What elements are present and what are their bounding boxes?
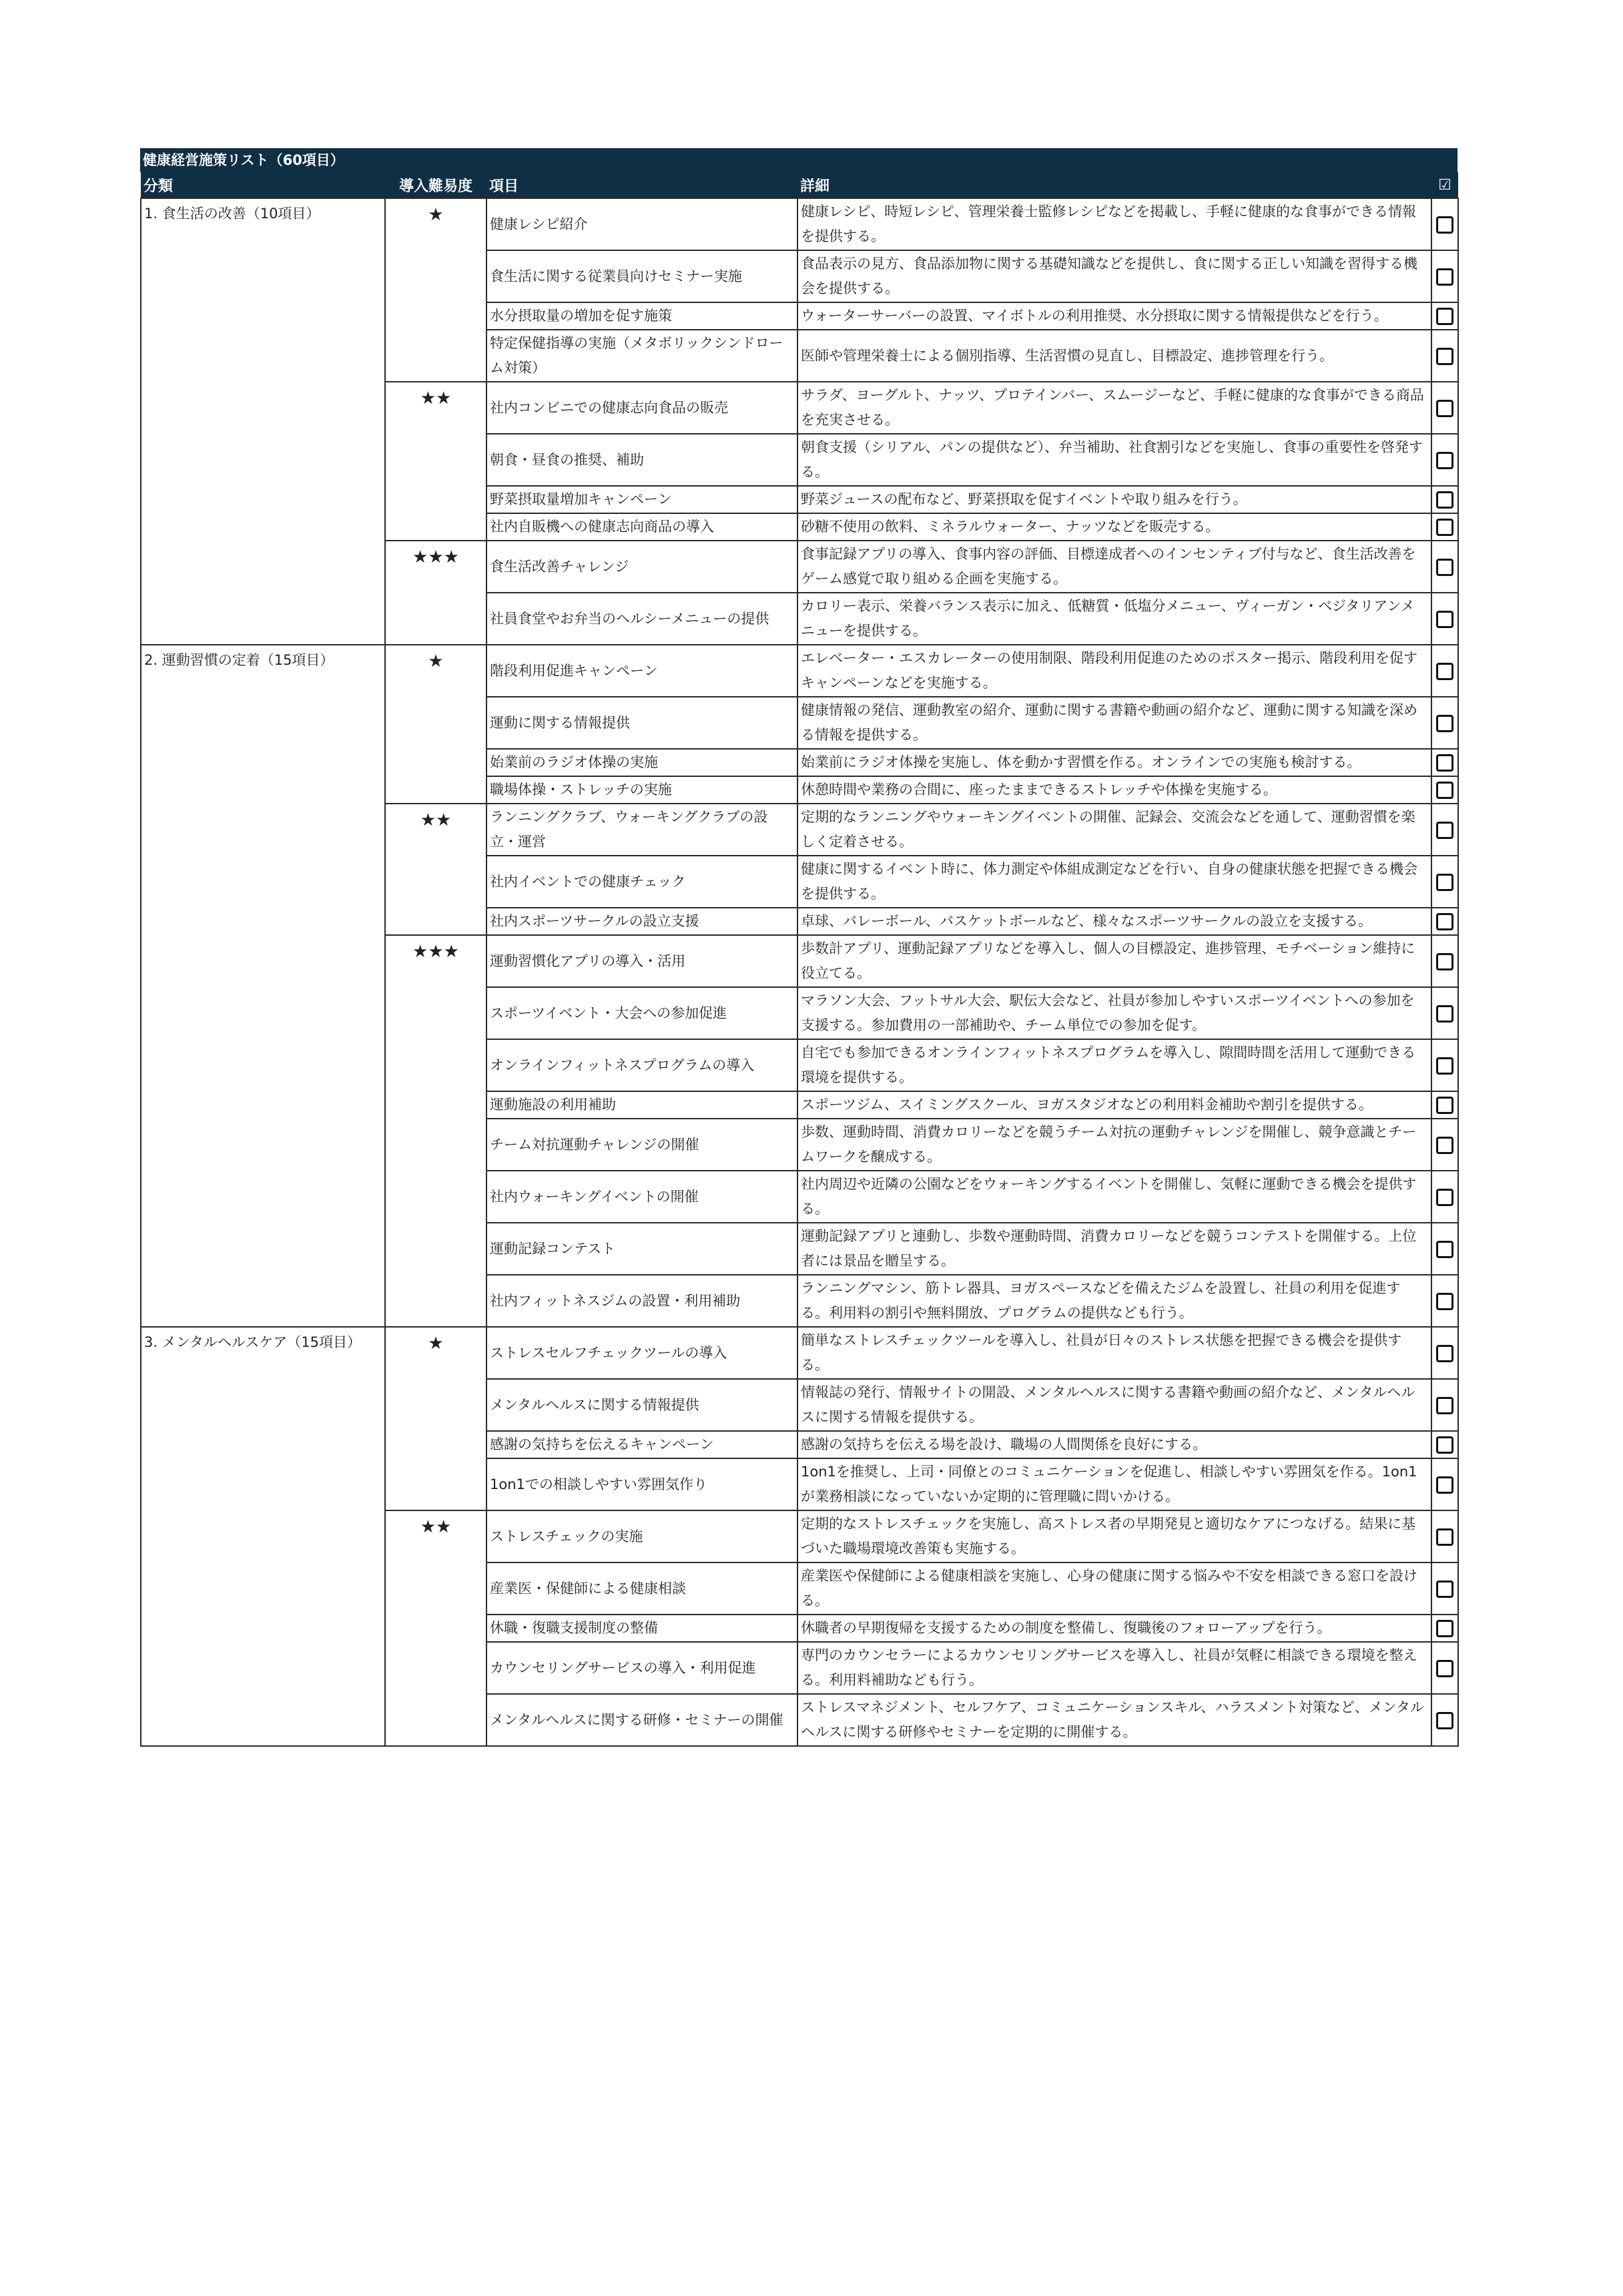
item-cell: 産業医・保健師による健康相談 bbox=[486, 1562, 797, 1615]
detail-cell: 産業医や保健師による健康相談を実施し、心身の健康に関する悩みや不安を相談できる窓口を設ける。 bbox=[797, 1562, 1431, 1615]
check-cell bbox=[1431, 776, 1458, 804]
checkbox[interactable] bbox=[1436, 1712, 1453, 1729]
checkbox[interactable] bbox=[1436, 1660, 1453, 1677]
detail-cell: 歩数計アプリ、運動記録アプリなどを導入し、個人の目標設定、進捗管理、モチベーション維持に役立てる。 bbox=[797, 935, 1431, 987]
item-cell: 社内イベントでの健康チェック bbox=[486, 856, 797, 908]
item-cell: 運動記録コンテスト bbox=[486, 1223, 797, 1275]
detail-cell: 休職者の早期復帰を支援するための制度を整備し、復職後のフォローアップを行う。 bbox=[797, 1615, 1431, 1642]
check-cell bbox=[1431, 330, 1458, 382]
check-cell bbox=[1431, 593, 1458, 645]
check-cell bbox=[1431, 856, 1458, 908]
checkbox[interactable] bbox=[1436, 216, 1453, 234]
checkbox[interactable] bbox=[1436, 1345, 1453, 1362]
item-cell: スポーツイベント・大会への参加促進 bbox=[486, 987, 797, 1039]
header-item: 項目 bbox=[486, 172, 797, 198]
detail-cell: マラソン大会、フットサル大会、駅伝大会など、社員が参加しやすいスポーツイベントへの参加を支援する。参加費用の一部補助や、チーム単位での参加を促す。 bbox=[797, 987, 1431, 1039]
detail-cell: 定期的なランニングやウォーキングイベントの開催、記録会、交流会などを通して、運動習慣を楽しく定着させる。 bbox=[797, 804, 1431, 856]
checkbox[interactable] bbox=[1436, 1137, 1453, 1154]
table-row bbox=[141, 645, 1458, 697]
item-cell: オンラインフィットネスプログラムの導入 bbox=[486, 1039, 797, 1091]
difficulty-stars: ★★ bbox=[385, 382, 486, 541]
detail-cell: 砂糖不使用の飲料、ミネラルウォーター、ナッツなどを販売する。 bbox=[797, 513, 1431, 541]
item-cell: 社内自販機への健康志向商品の導入 bbox=[486, 513, 797, 541]
checkbox[interactable] bbox=[1436, 452, 1453, 469]
check-cell bbox=[1431, 908, 1458, 935]
detail-cell: 卓球、バレーボール、バスケットボールなど、様々なスポーツサークルの設立を支援する。 bbox=[797, 908, 1431, 935]
item-cell: 社内スポーツサークルの設立支援 bbox=[486, 908, 797, 935]
item-cell: 食生活に関する従業員向けセミナー実施 bbox=[486, 250, 797, 302]
item-cell: 健康レシピ紹介 bbox=[486, 198, 797, 250]
item-cell: メンタルヘルスに関する研修・セミナーの開催 bbox=[486, 1694, 797, 1746]
check-cell bbox=[1431, 1091, 1458, 1119]
check-cell bbox=[1431, 1039, 1458, 1091]
policy-table bbox=[140, 172, 1459, 1747]
detail-cell: 食品表示の見方、食品添加物に関する基礎知識などを提供し、食に関する正しい知識を習得する機会を提供する。 bbox=[797, 250, 1431, 302]
item-cell: 社内コンビニでの健康志向食品の販売 bbox=[486, 382, 797, 434]
checkbox[interactable] bbox=[1436, 913, 1453, 930]
item-cell: 職場体操・ストレッチの実施 bbox=[486, 776, 797, 804]
check-cell bbox=[1431, 198, 1458, 250]
detail-cell: 運動記録アプリと連動し、歩数や運動時間、消費カロリーなどを競うコンテストを開催する。上位者には景品を贈呈する。 bbox=[797, 1223, 1431, 1275]
table-row bbox=[141, 1327, 1458, 1379]
detail-cell: 休憩時間や業務の合間に、座ったままできるストレッチや体操を実施する。 bbox=[797, 776, 1431, 804]
checkbox[interactable] bbox=[1436, 754, 1453, 772]
checkbox[interactable] bbox=[1436, 348, 1453, 365]
checkbox[interactable] bbox=[1436, 1581, 1453, 1598]
check-cell bbox=[1431, 645, 1458, 697]
checkbox[interactable] bbox=[1436, 1476, 1453, 1494]
check-cell bbox=[1431, 804, 1458, 856]
check-cell bbox=[1431, 541, 1458, 593]
check-cell bbox=[1431, 1379, 1458, 1431]
checkbox[interactable] bbox=[1436, 1189, 1453, 1206]
check-cell bbox=[1431, 1510, 1458, 1562]
checkbox[interactable] bbox=[1436, 1528, 1453, 1546]
checkbox[interactable] bbox=[1436, 491, 1453, 509]
table-header bbox=[141, 172, 1458, 198]
category-cell: 2. 運動習慣の定着（15項目） bbox=[141, 645, 385, 1327]
checkbox[interactable] bbox=[1436, 953, 1453, 970]
checkbox[interactable] bbox=[1436, 1241, 1453, 1258]
item-cell: 特定保健指導の実施（メタボリックシンドローム対策） bbox=[486, 330, 797, 382]
check-cell bbox=[1431, 1275, 1458, 1327]
detail-cell: 始業前にラジオ体操を実施し、体を動かす習慣を作る。オンラインでの実施も検討する。 bbox=[797, 749, 1431, 776]
check-cell bbox=[1431, 513, 1458, 541]
checkbox[interactable] bbox=[1436, 782, 1453, 799]
difficulty-stars: ★★★ bbox=[385, 935, 486, 1327]
item-cell: 水分摂取量の増加を促す施策 bbox=[486, 302, 797, 330]
check-cell bbox=[1431, 1642, 1458, 1694]
detail-cell: ランニングマシン、筋トレ器具、ヨガスペースなどを備えたジムを設置し、社員の利用を促進する。利用料の割引や無料開放、プログラムの提供なども行う。 bbox=[797, 1275, 1431, 1327]
detail-cell: 1on1を推奨し、上司・同僚とのコミュニケーションを促進し、相談しやすい雰囲気を作る。1on1が業務相談になっていないか定期的に管理職に問いかける。 bbox=[797, 1458, 1431, 1510]
detail-cell: 自宅でも参加できるオンラインフィットネスプログラムを導入し、隙間時間を活用して運動できる環境を提供する。 bbox=[797, 1039, 1431, 1091]
item-cell: カウンセリングサービスの導入・利用促進 bbox=[486, 1642, 797, 1694]
checkbox[interactable] bbox=[1436, 1293, 1453, 1310]
checkbox[interactable] bbox=[1436, 400, 1453, 417]
check-cell bbox=[1431, 987, 1458, 1039]
detail-cell: 健康情報の発信、運動教室の紹介、運動に関する書籍や動画の紹介など、運動に関する知識を深める情報を提供する。 bbox=[797, 697, 1431, 749]
item-cell: 食生活改善チャレンジ bbox=[486, 541, 797, 593]
check-cell bbox=[1431, 1223, 1458, 1275]
detail-cell: 社内周辺や近隣の公園などをウォーキングするイベントを開催し、気軽に運動できる機会を提供する。 bbox=[797, 1171, 1431, 1223]
difficulty-stars: ★★★ bbox=[385, 541, 486, 645]
check-cell bbox=[1431, 486, 1458, 513]
detail-cell: 感謝の気持ちを伝える場を設け、職場の人間関係を良好にする。 bbox=[797, 1431, 1431, 1458]
check-cell bbox=[1431, 1562, 1458, 1615]
item-cell: 1on1での相談しやすい雰囲気作り bbox=[486, 1458, 797, 1510]
difficulty-stars: ★★ bbox=[385, 1510, 486, 1746]
category-cell: 3. メンタルヘルスケア（15項目） bbox=[141, 1327, 385, 1746]
checkbox[interactable] bbox=[1436, 519, 1453, 536]
detail-cell: ウォーターサーバーの設置、マイボトルの利用推奨、水分摂取に関する情報提供などを行う。 bbox=[797, 302, 1431, 330]
check-cell bbox=[1431, 434, 1458, 486]
item-cell: 感謝の気持ちを伝えるキャンペーン bbox=[486, 1431, 797, 1458]
checkbox[interactable] bbox=[1436, 1620, 1453, 1637]
check-cell bbox=[1431, 935, 1458, 987]
item-cell: チーム対抗運動チャレンジの開催 bbox=[486, 1119, 797, 1171]
checkbox[interactable] bbox=[1436, 663, 1453, 680]
checkbox[interactable] bbox=[1436, 1057, 1453, 1075]
policy-sheet bbox=[140, 148, 1457, 1747]
item-cell: ランニングクラブ、ウォーキングクラブの設立・運営 bbox=[486, 804, 797, 856]
checkbox[interactable] bbox=[1436, 559, 1453, 576]
checkbox[interactable] bbox=[1436, 715, 1453, 732]
detail-cell: 健康レシピ、時短レシピ、管理栄養士監修レシピなどを掲載し、手軽に健康的な食事ができる情報を提供する。 bbox=[797, 198, 1431, 250]
detail-cell: サラダ、ヨーグルト、ナッツ、プロテインバー、スムージーなど、手軽に健康的な食事ができる商品を充実させる。 bbox=[797, 382, 1431, 434]
detail-cell: 簡単なストレスチェックツールを導入し、社員が日々のストレス状態を把握できる機会を提供する。 bbox=[797, 1327, 1431, 1379]
item-cell: 社内ウォーキングイベントの開催 bbox=[486, 1171, 797, 1223]
item-cell: 運動施設の利用補助 bbox=[486, 1091, 797, 1119]
detail-cell: 食事記録アプリの導入、食事内容の評価、目標達成者へのインセンティブ付与など、食生活改善をゲーム感覚で取り組める企画を実施する。 bbox=[797, 541, 1431, 593]
check-cell bbox=[1431, 1694, 1458, 1746]
header-detail: 詳細 bbox=[797, 172, 1431, 198]
check-cell bbox=[1431, 382, 1458, 434]
checkbox[interactable] bbox=[1436, 1397, 1453, 1414]
difficulty-stars: ★ bbox=[385, 645, 486, 804]
detail-cell: 定期的なストレスチェックを実施し、高ストレス者の早期発見と適切なケアにつなげる。結果に基づいた職場環境改善策も実施する。 bbox=[797, 1510, 1431, 1562]
detail-cell: 野菜ジュースの配布など、野菜摂取を促すイベントや取り組みを行う。 bbox=[797, 486, 1431, 513]
difficulty-stars: ★ bbox=[385, 198, 486, 382]
item-cell: ストレスセルフチェックツールの導入 bbox=[486, 1327, 797, 1379]
detail-cell: カロリー表示、栄養バランス表示に加え、低糖質・低塩分メニュー、ヴィーガン・ベジタリアンメニューを提供する。 bbox=[797, 593, 1431, 645]
detail-cell: 医師や管理栄養士による個別指導、生活習慣の見直し、目標設定、進捗管理を行う。 bbox=[797, 330, 1431, 382]
item-cell: 運動に関する情報提供 bbox=[486, 697, 797, 749]
detail-cell: ストレスマネジメント、セルフケア、コミュニケーションスキル、ハラスメント対策など、メンタルヘルスに関する研修やセミナーを定期的に開催する。 bbox=[797, 1694, 1431, 1746]
table-body bbox=[141, 198, 1458, 1746]
check-cell bbox=[1431, 1615, 1458, 1642]
detail-cell: 情報誌の発行、情報サイトの開設、メンタルヘルスに関する書籍や動画の紹介など、メンタルヘルスに関する情報を提供する。 bbox=[797, 1379, 1431, 1431]
checkbox[interactable] bbox=[1436, 1097, 1453, 1114]
item-cell: メンタルヘルスに関する情報提供 bbox=[486, 1379, 797, 1431]
detail-cell: 朝食支援（シリアル、パンの提供など）、弁当補助、社食割引などを実施し、食事の重要性を啓発する。 bbox=[797, 434, 1431, 486]
detail-cell: スポーツジム、スイミングスクール、ヨガスタジオなどの利用料金補助や割引を提供する。 bbox=[797, 1091, 1431, 1119]
check-cell bbox=[1431, 302, 1458, 330]
check-cell bbox=[1431, 1119, 1458, 1171]
item-cell: 野菜摂取量増加キャンペーン bbox=[486, 486, 797, 513]
item-cell: 始業前のラジオ体操の実施 bbox=[486, 749, 797, 776]
checkbox[interactable] bbox=[1436, 308, 1453, 325]
difficulty-stars: ★★ bbox=[385, 804, 486, 935]
detail-cell: 歩数、運動時間、消費カロリーなどを競うチーム対抗の運動チャレンジを開催し、競争意識とチームワークを醸成する。 bbox=[797, 1119, 1431, 1171]
check-cell bbox=[1431, 697, 1458, 749]
item-cell: 休職・復職支援制度の整備 bbox=[486, 1615, 797, 1642]
table-row bbox=[141, 198, 1458, 250]
check-cell bbox=[1431, 1458, 1458, 1510]
sheet-title: 健康経営施策リスト（60項目） bbox=[140, 148, 1457, 172]
difficulty-stars: ★ bbox=[385, 1327, 486, 1510]
checkbox[interactable] bbox=[1436, 268, 1453, 286]
category-cell: 1. 食生活の改善（10項目） bbox=[141, 198, 385, 645]
item-cell: 階段利用促進キャンペーン bbox=[486, 645, 797, 697]
checkbox[interactable] bbox=[1436, 822, 1453, 839]
item-cell: 社員食堂やお弁当のヘルシーメニューの提供 bbox=[486, 593, 797, 645]
header-level: 導入難易度 bbox=[385, 172, 486, 198]
header-check: ☑ bbox=[1431, 172, 1458, 198]
item-cell: ストレスチェックの実施 bbox=[486, 1510, 797, 1562]
item-cell: 運動習慣化アプリの導入・活用 bbox=[486, 935, 797, 987]
checkbox[interactable] bbox=[1436, 611, 1453, 628]
detail-cell: 専門のカウンセラーによるカウンセリングサービスを導入し、社員が気軽に相談できる環境を整える。利用料補助なども行う。 bbox=[797, 1642, 1431, 1694]
check-cell bbox=[1431, 250, 1458, 302]
detail-cell: 健康に関するイベント時に、体力測定や体組成測定などを行い、自身の健康状態を把握できる機会を提供する。 bbox=[797, 856, 1431, 908]
item-cell: 朝食・昼食の推奨、補助 bbox=[486, 434, 797, 486]
check-cell bbox=[1431, 1171, 1458, 1223]
check-cell bbox=[1431, 1327, 1458, 1379]
check-cell bbox=[1431, 749, 1458, 776]
checkbox[interactable] bbox=[1436, 1436, 1453, 1454]
item-cell: 社内フィットネスジムの設置・利用補助 bbox=[486, 1275, 797, 1327]
header-category: 分類 bbox=[141, 172, 385, 198]
checkbox[interactable] bbox=[1436, 874, 1453, 891]
detail-cell: エレベーター・エスカレーターの使用制限、階段利用促進のためのポスター掲示、階段利用を促すキャンペーンなどを実施する。 bbox=[797, 645, 1431, 697]
checkbox[interactable] bbox=[1436, 1005, 1453, 1023]
check-cell bbox=[1431, 1431, 1458, 1458]
